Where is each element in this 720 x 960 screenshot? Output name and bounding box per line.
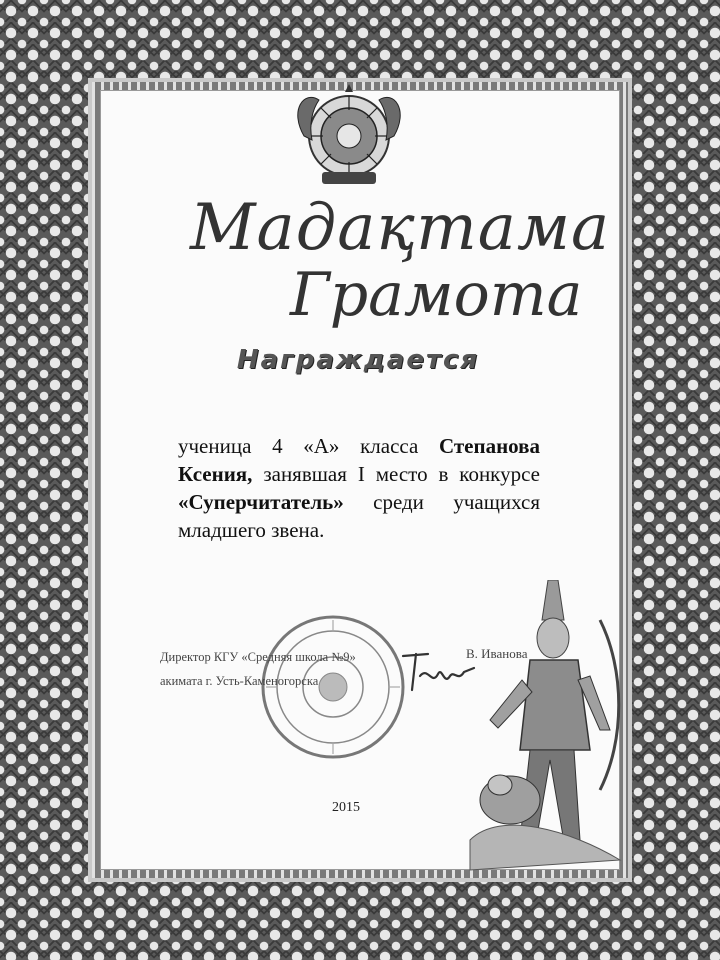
signer-title-line1: Директор КГУ «Средняя школа №9» [160,650,356,664]
warrior-illustration-icon [450,580,630,880]
signer-name: В. Иванова [466,646,528,661]
contest-name: «Суперчитатель» [178,490,344,514]
signer-title-line2: акимата г. Усть-Каменогорска [160,674,319,688]
title-kazakh: Мадақтама [190,191,611,265]
student-name: Степанова Ксения, [178,434,540,486]
award-text [178,432,540,544]
title-russian: Грамота [290,260,583,330]
year: 2015 [332,800,360,815]
awarded-heading: Награждается [236,345,480,375]
award-text-part1: ученица 4 «А» класса [178,434,439,458]
award-text-part3: среди учащихся младшего звена. [178,490,540,542]
state-emblem-icon [284,80,414,192]
award-text-part2: занявшая I место в конкурсе [252,462,540,486]
